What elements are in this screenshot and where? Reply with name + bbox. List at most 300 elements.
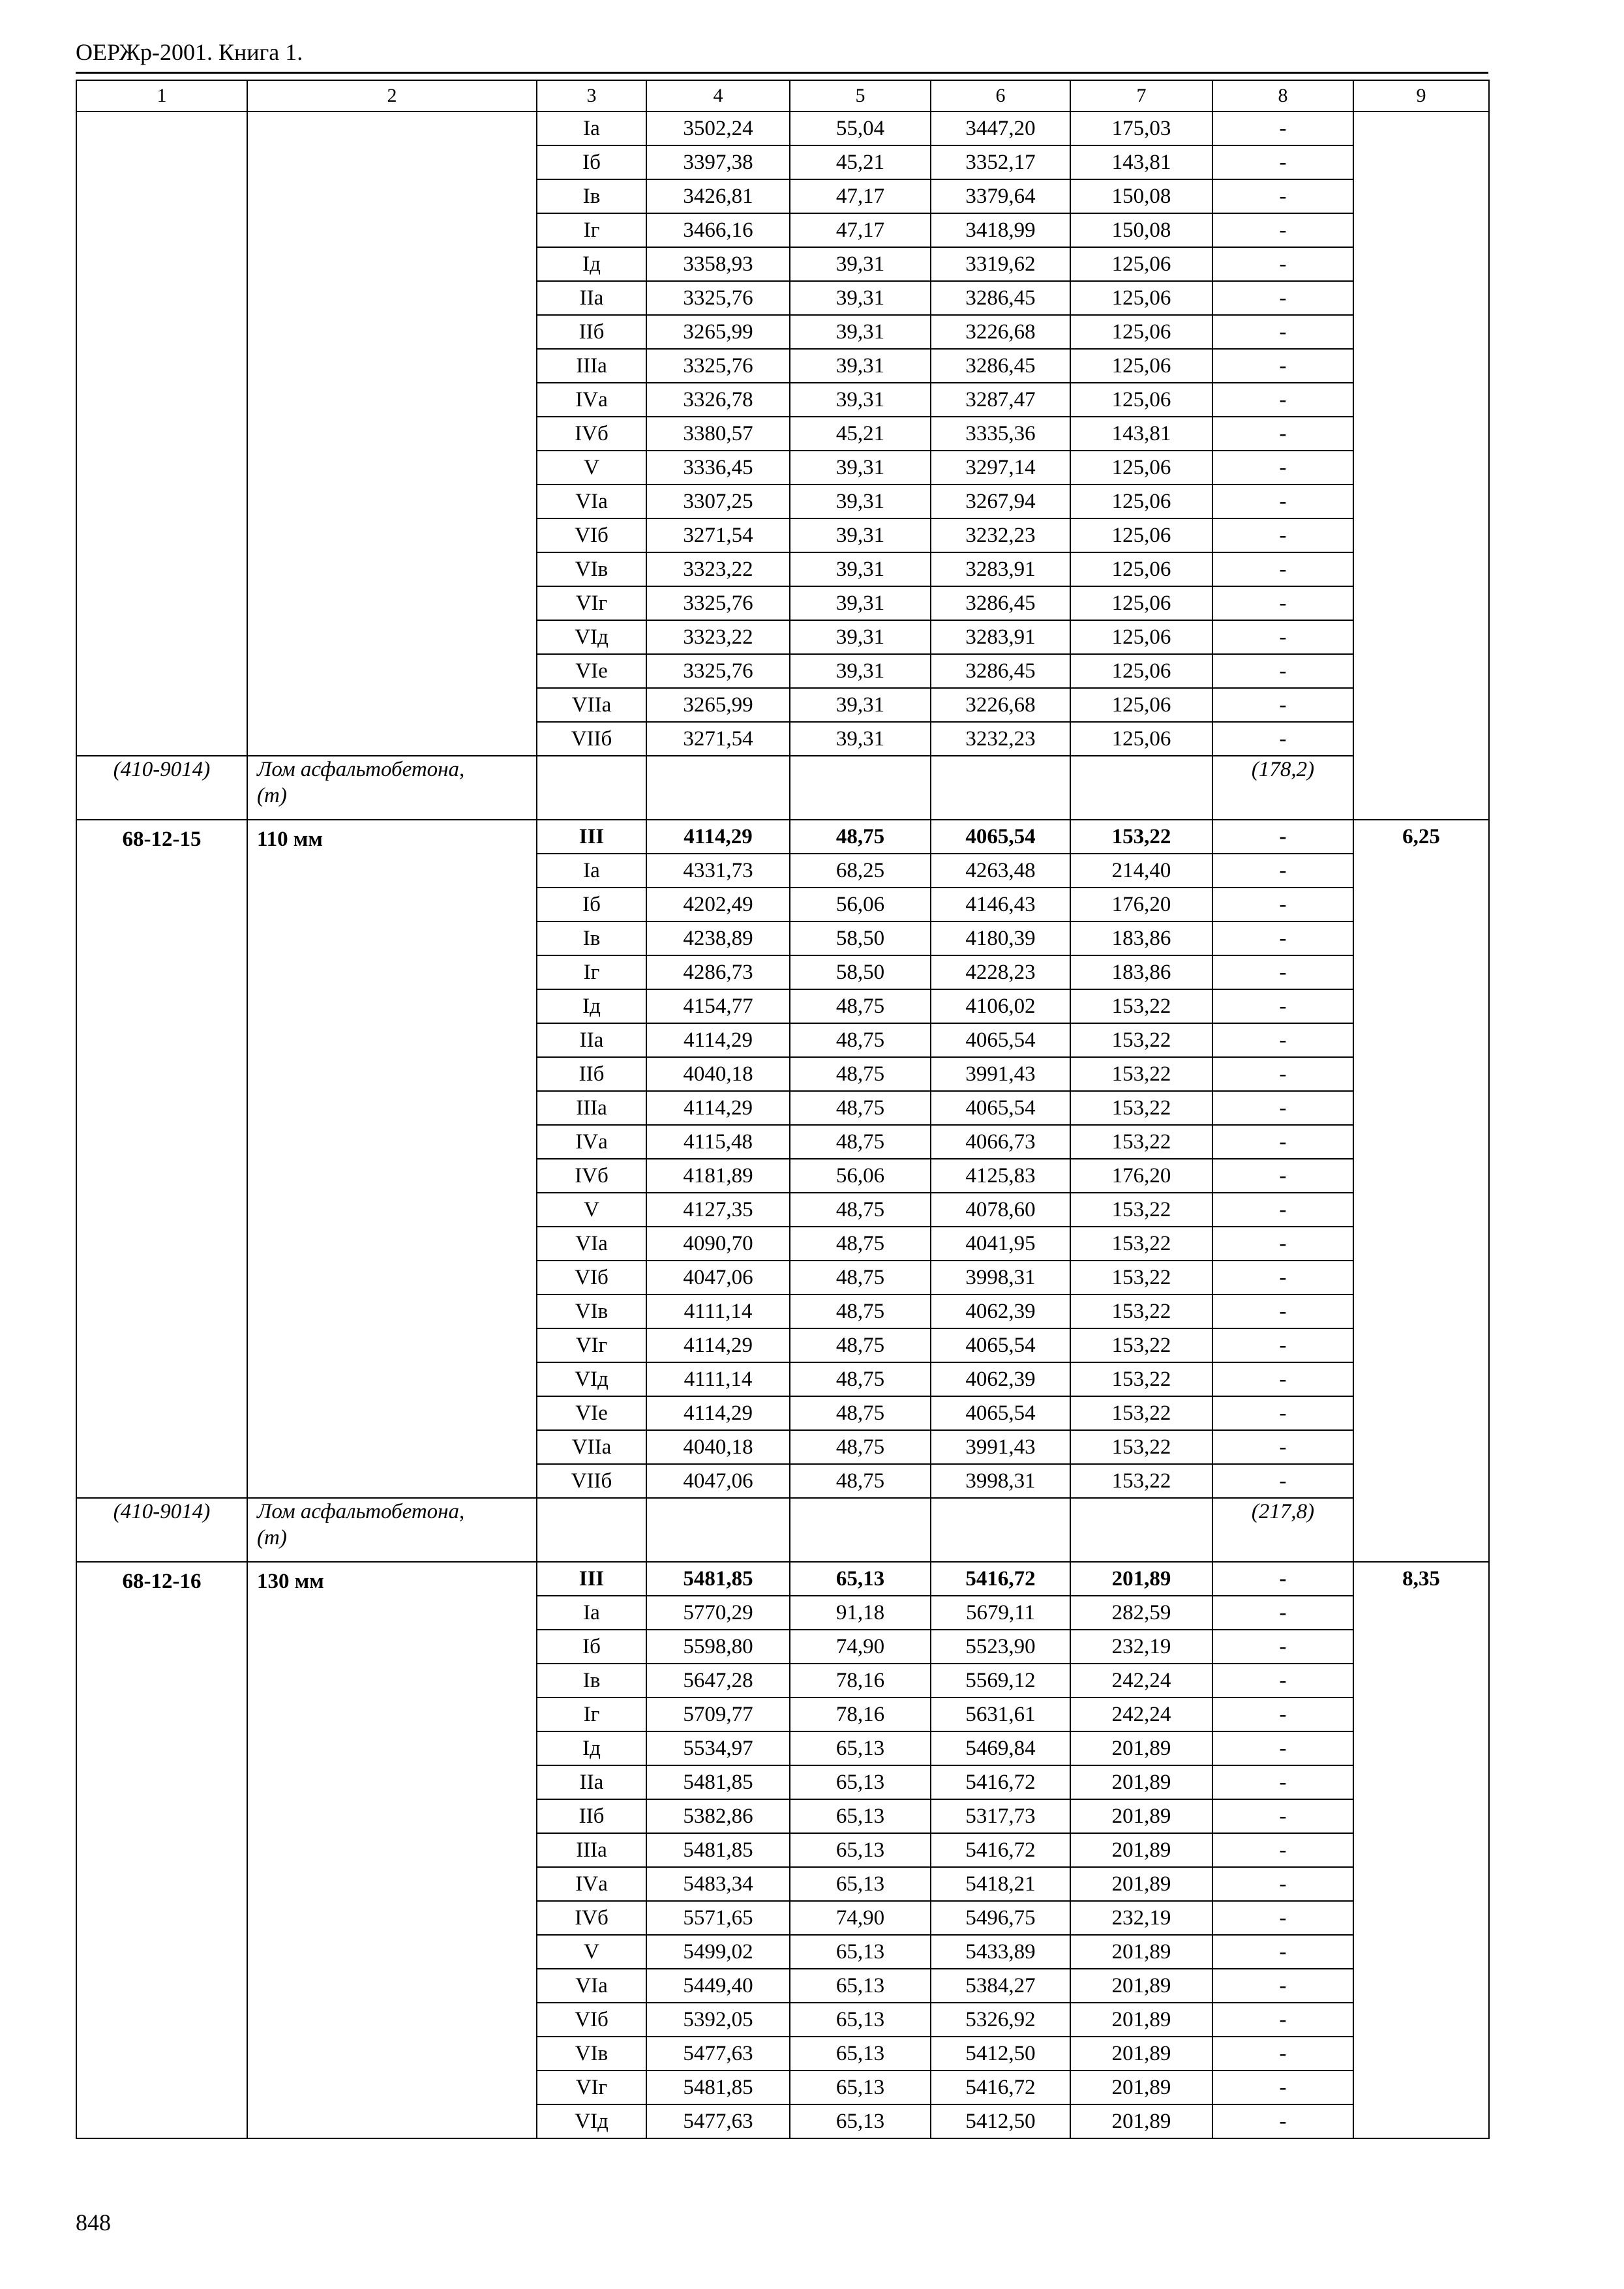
wages-cell: 48,75 xyxy=(790,1362,931,1396)
machinist-wages-cell: 125,06 xyxy=(1070,349,1212,383)
materials-cell: - xyxy=(1212,1731,1353,1765)
machinist-wages-cell: 125,06 xyxy=(1070,688,1212,722)
materials-cell: - xyxy=(1212,247,1353,281)
machinist-wages-cell: 201,89 xyxy=(1070,1833,1212,1867)
machinist-wages-cell: 125,06 xyxy=(1070,315,1212,349)
wages-cell: 65,13 xyxy=(790,2071,931,2104)
machine-cost-cell: 5416,72 xyxy=(931,2071,1070,2104)
item-name-cell: 110 мм xyxy=(247,820,537,1498)
materials-cell: - xyxy=(1212,383,1353,417)
direct-cost-cell: 4154,77 xyxy=(646,989,790,1023)
machinist-wages-cell: 125,06 xyxy=(1070,485,1212,518)
direct-cost-cell: 3502,24 xyxy=(646,112,790,145)
zone-cell: IIа xyxy=(537,281,646,315)
machine-cost-cell: 3286,45 xyxy=(931,654,1070,688)
zone-cell: IIа xyxy=(537,1765,646,1799)
wages-cell: 48,75 xyxy=(790,1261,931,1294)
direct-cost-cell: 3336,45 xyxy=(646,451,790,485)
scrap-code: (410-9014) xyxy=(113,1500,211,1523)
machine-cost-cell: 5433,89 xyxy=(931,1935,1070,1969)
wages-cell: 65,13 xyxy=(790,2104,931,2138)
materials-cell: - xyxy=(1212,1294,1353,1328)
materials-cell: - xyxy=(1212,955,1353,989)
machinist-wages-cell: 201,89 xyxy=(1070,1935,1212,1969)
zone-cell: V xyxy=(537,451,646,485)
machinist-wages-cell: 153,22 xyxy=(1070,1057,1212,1091)
wages-cell: 48,75 xyxy=(790,1091,931,1125)
machinist-wages-cell: 153,22 xyxy=(1070,1091,1212,1125)
price-table-body xyxy=(76,80,1489,2138)
wages-cell: 65,13 xyxy=(790,1731,931,1765)
wages-cell: 39,31 xyxy=(790,281,931,315)
scrap-name-line2: (т) xyxy=(257,784,287,807)
materials-cell: - xyxy=(1212,2104,1353,2138)
zone-cell: VIг xyxy=(537,1328,646,1362)
direct-cost-cell: 5647,28 xyxy=(646,1664,790,1698)
machinist-wages-cell: 282,59 xyxy=(1070,1596,1212,1630)
scrap-quantity: (178,2) xyxy=(1251,758,1315,781)
scrap-empty-cell xyxy=(537,756,646,820)
direct-cost-cell: 3323,22 xyxy=(646,552,790,586)
direct-cost-cell: 5499,02 xyxy=(646,1935,790,1969)
machinist-wages-cell: 153,22 xyxy=(1070,1362,1212,1396)
column-number-8: 8 xyxy=(1212,80,1353,112)
machinist-wages-cell: 153,22 xyxy=(1070,989,1212,1023)
scrap-empty-cell xyxy=(1070,1498,1212,1562)
materials-cell: - xyxy=(1212,112,1353,145)
item-code-cell: 68-12-15 xyxy=(76,820,247,1498)
materials-cell: - xyxy=(1212,1799,1353,1833)
machinist-wages-cell: 125,06 xyxy=(1070,383,1212,417)
direct-cost-cell: 5571,65 xyxy=(646,1901,790,1935)
zone-cell: Iг xyxy=(537,213,646,247)
direct-cost-cell: 5598,80 xyxy=(646,1630,790,1664)
materials-cell: - xyxy=(1212,518,1353,552)
machine-cost-cell: 3232,23 xyxy=(931,518,1070,552)
zone-cell: III xyxy=(537,1562,646,1596)
direct-cost-cell: 5477,63 xyxy=(646,2104,790,2138)
direct-cost-cell: 3271,54 xyxy=(646,722,790,756)
machinist-wages-cell: 176,20 xyxy=(1070,1159,1212,1193)
wages-cell: 74,90 xyxy=(790,1630,931,1664)
column-number-row xyxy=(76,80,1489,112)
wages-cell: 39,31 xyxy=(790,349,931,383)
item-code-cell: 68-12-16 xyxy=(76,1562,247,2138)
materials-cell: - xyxy=(1212,417,1353,451)
zone-cell: Iб xyxy=(537,1630,646,1664)
direct-cost-cell: 5449,40 xyxy=(646,1969,790,2003)
direct-cost-cell: 3325,76 xyxy=(646,654,790,688)
machine-cost-cell: 5679,11 xyxy=(931,1596,1070,1630)
scrap-row xyxy=(76,756,1489,820)
zone-cell: VIб xyxy=(537,1261,646,1294)
direct-cost-cell: 5483,34 xyxy=(646,1867,790,1901)
zone-cell: IVа xyxy=(537,1125,646,1159)
scrap-empty-cell xyxy=(931,1498,1070,1562)
zone-cell: IVб xyxy=(537,1901,646,1935)
wages-cell: 45,21 xyxy=(790,145,931,179)
zone-cell: IIIа xyxy=(537,1091,646,1125)
direct-cost-cell: 3325,76 xyxy=(646,586,790,620)
materials-cell: - xyxy=(1212,1664,1353,1698)
column-number-4: 4 xyxy=(646,80,790,112)
machinist-wages-cell: 153,22 xyxy=(1070,1023,1212,1057)
zone-cell: VIв xyxy=(537,1294,646,1328)
zone-cell: Iд xyxy=(537,247,646,281)
wages-cell: 74,90 xyxy=(790,1901,931,1935)
zone-cell: VIг xyxy=(537,586,646,620)
wages-cell: 39,31 xyxy=(790,451,931,485)
zone-cell: Iг xyxy=(537,1698,646,1731)
zone-cell: III xyxy=(537,820,646,854)
continued-code-cell xyxy=(76,112,247,756)
direct-cost-cell: 5481,85 xyxy=(646,2071,790,2104)
zone-cell: VIв xyxy=(537,2037,646,2071)
wages-cell: 58,50 xyxy=(790,955,931,989)
zone-cell: Iг xyxy=(537,955,646,989)
machinist-wages-cell: 175,03 xyxy=(1070,112,1212,145)
machinist-wages-cell: 153,22 xyxy=(1070,1396,1212,1430)
direct-cost-cell: 4115,48 xyxy=(646,1125,790,1159)
column-number-9: 9 xyxy=(1353,80,1489,112)
machinist-wages-cell: 201,89 xyxy=(1070,2037,1212,2071)
machinist-wages-cell: 183,86 xyxy=(1070,955,1212,989)
materials-cell: - xyxy=(1212,552,1353,586)
wages-cell: 39,31 xyxy=(790,518,931,552)
wages-cell: 39,31 xyxy=(790,552,931,586)
header-rule xyxy=(76,72,1488,74)
machinist-wages-cell: 201,89 xyxy=(1070,2104,1212,2138)
wages-cell: 65,13 xyxy=(790,1969,931,2003)
machine-cost-cell: 4263,48 xyxy=(931,854,1070,888)
wages-cell: 48,75 xyxy=(790,820,931,854)
zone-cell: VIIб xyxy=(537,722,646,756)
machine-cost-cell: 4065,54 xyxy=(931,1396,1070,1430)
direct-cost-cell: 3325,76 xyxy=(646,349,790,383)
materials-cell: - xyxy=(1212,1464,1353,1498)
direct-cost-cell: 3307,25 xyxy=(646,485,790,518)
machine-cost-cell: 5418,21 xyxy=(931,1867,1070,1901)
direct-cost-cell: 5534,97 xyxy=(646,1731,790,1765)
materials-cell: - xyxy=(1212,1396,1353,1430)
direct-cost-cell: 3466,16 xyxy=(646,213,790,247)
wages-cell: 65,13 xyxy=(790,1935,931,1969)
machinist-wages-cell: 176,20 xyxy=(1070,888,1212,921)
wages-cell: 39,31 xyxy=(790,247,931,281)
zone-cell: VIе xyxy=(537,654,646,688)
materials-cell: - xyxy=(1212,1935,1353,1969)
document-header-title: ОЕРЖр-2001. Книга 1. xyxy=(76,39,303,65)
materials-cell: - xyxy=(1212,1833,1353,1867)
price-table xyxy=(76,80,1490,2139)
zone-cell: VIIа xyxy=(537,688,646,722)
machine-cost-cell: 4065,54 xyxy=(931,820,1070,854)
continued-col9-cell xyxy=(1353,112,1489,820)
wages-cell: 91,18 xyxy=(790,1596,931,1630)
scrap-code-cell xyxy=(76,1498,247,1562)
machine-cost-cell: 3998,31 xyxy=(931,1261,1070,1294)
machinist-wages-cell: 143,81 xyxy=(1070,417,1212,451)
wages-cell: 58,50 xyxy=(790,921,931,955)
machine-cost-cell: 3991,43 xyxy=(931,1430,1070,1464)
machinist-wages-cell: 153,22 xyxy=(1070,1464,1212,1498)
wages-cell: 65,13 xyxy=(790,2037,931,2071)
wages-cell: 48,75 xyxy=(790,989,931,1023)
machine-cost-cell: 3998,31 xyxy=(931,1464,1070,1498)
machine-cost-cell: 4041,95 xyxy=(931,1227,1070,1261)
wages-cell: 39,31 xyxy=(790,722,931,756)
direct-cost-cell: 4286,73 xyxy=(646,955,790,989)
zone-cell: VIд xyxy=(537,1362,646,1396)
materials-cell: - xyxy=(1212,1193,1353,1227)
machine-cost-cell: 5416,72 xyxy=(931,1562,1070,1596)
direct-cost-cell: 4090,70 xyxy=(646,1227,790,1261)
materials-cell: - xyxy=(1212,1328,1353,1362)
zone-cell: VIд xyxy=(537,2104,646,2138)
machine-cost-cell: 4066,73 xyxy=(931,1125,1070,1159)
scrap-empty-cell xyxy=(931,756,1070,820)
wages-cell: 48,75 xyxy=(790,1396,931,1430)
scrap-quantity: (217,8) xyxy=(1251,1500,1315,1523)
zone-cell: Iд xyxy=(537,989,646,1023)
zone-cell: VIа xyxy=(537,1227,646,1261)
materials-cell: - xyxy=(1212,1023,1353,1057)
machinist-wages-cell: 125,06 xyxy=(1070,552,1212,586)
wages-cell: 65,13 xyxy=(790,1765,931,1799)
materials-cell: - xyxy=(1212,1630,1353,1664)
direct-cost-cell: 3323,22 xyxy=(646,620,790,654)
materials-cell: - xyxy=(1212,888,1353,921)
machine-cost-cell: 3287,47 xyxy=(931,383,1070,417)
direct-cost-cell: 4238,89 xyxy=(646,921,790,955)
wages-cell: 48,75 xyxy=(790,1430,931,1464)
materials-cell: - xyxy=(1212,1430,1353,1464)
machine-cost-cell: 3267,94 xyxy=(931,485,1070,518)
materials-cell: - xyxy=(1212,145,1353,179)
materials-cell: - xyxy=(1212,349,1353,383)
machine-cost-cell: 5469,84 xyxy=(931,1731,1070,1765)
direct-cost-cell: 5392,05 xyxy=(646,2003,790,2037)
zone-cell: Iв xyxy=(537,179,646,213)
machinist-wages-cell: 153,22 xyxy=(1070,1328,1212,1362)
wages-cell: 48,75 xyxy=(790,1294,931,1328)
machinist-wages-cell: 150,08 xyxy=(1070,179,1212,213)
materials-cell: - xyxy=(1212,1057,1353,1091)
machine-cost-cell: 4106,02 xyxy=(931,989,1070,1023)
direct-cost-cell: 3358,93 xyxy=(646,247,790,281)
wages-cell: 39,31 xyxy=(790,383,931,417)
materials-cell: - xyxy=(1212,2071,1353,2104)
wages-cell: 48,75 xyxy=(790,1328,931,1362)
zone-cell: VIа xyxy=(537,1969,646,2003)
direct-cost-cell: 5477,63 xyxy=(646,2037,790,2071)
materials-cell: - xyxy=(1212,2003,1353,2037)
machine-cost-cell: 4146,43 xyxy=(931,888,1070,921)
wages-cell: 39,31 xyxy=(790,586,931,620)
machinist-wages-cell: 125,06 xyxy=(1070,620,1212,654)
zone-cell: V xyxy=(537,1193,646,1227)
zone-cell: VIе xyxy=(537,1396,646,1430)
machine-cost-cell: 4065,54 xyxy=(931,1091,1070,1125)
wages-cell: 65,13 xyxy=(790,2003,931,2037)
materials-cell: - xyxy=(1212,2037,1353,2071)
machinist-wages-cell: 143,81 xyxy=(1070,145,1212,179)
materials-cell: - xyxy=(1212,921,1353,955)
zone-cell: Iв xyxy=(537,1664,646,1698)
zone-cell: VIг xyxy=(537,2071,646,2104)
materials-cell: - xyxy=(1212,688,1353,722)
machinist-wages-cell: 201,89 xyxy=(1070,1867,1212,1901)
machine-cost-cell: 5317,73 xyxy=(931,1799,1070,1833)
zone-cell: IIб xyxy=(537,1057,646,1091)
scrap-name-line1: Лом асфальтобетона, xyxy=(257,1500,465,1523)
machinist-wages-cell: 153,22 xyxy=(1070,1294,1212,1328)
zone-cell: IVб xyxy=(537,417,646,451)
direct-cost-cell: 3265,99 xyxy=(646,688,790,722)
direct-cost-cell: 4114,29 xyxy=(646,1091,790,1125)
machinist-wages-cell: 201,89 xyxy=(1070,1765,1212,1799)
machine-cost-cell: 5416,72 xyxy=(931,1833,1070,1867)
machine-cost-cell: 3286,45 xyxy=(931,586,1070,620)
machine-cost-cell: 3335,36 xyxy=(931,417,1070,451)
machinist-wages-cell: 153,22 xyxy=(1070,1227,1212,1261)
wages-cell: 39,31 xyxy=(790,688,931,722)
zone-cell: Iа xyxy=(537,1596,646,1630)
materials-cell: - xyxy=(1212,1091,1353,1125)
table-row xyxy=(76,112,1489,145)
machine-cost-cell: 4078,60 xyxy=(931,1193,1070,1227)
direct-cost-cell: 4114,29 xyxy=(646,1328,790,1362)
wages-cell: 48,75 xyxy=(790,1227,931,1261)
materials-cell: - xyxy=(1212,1698,1353,1731)
wages-cell: 65,13 xyxy=(790,1867,931,1901)
materials-cell: - xyxy=(1212,1362,1353,1396)
wages-cell: 78,16 xyxy=(790,1698,931,1731)
machine-cost-cell: 4065,54 xyxy=(931,1023,1070,1057)
continued-name-cell xyxy=(247,112,537,756)
machinist-wages-cell: 125,06 xyxy=(1070,281,1212,315)
zone-cell: VIд xyxy=(537,620,646,654)
machine-cost-cell: 3319,62 xyxy=(931,247,1070,281)
direct-cost-cell: 4202,49 xyxy=(646,888,790,921)
machine-cost-cell: 5523,90 xyxy=(931,1630,1070,1664)
wages-cell: 68,25 xyxy=(790,854,931,888)
materials-cell: - xyxy=(1212,1159,1353,1193)
direct-cost-cell: 3325,76 xyxy=(646,281,790,315)
materials-cell: - xyxy=(1212,1596,1353,1630)
direct-cost-cell: 5481,85 xyxy=(646,1765,790,1799)
wages-cell: 47,17 xyxy=(790,213,931,247)
machine-cost-cell: 4062,39 xyxy=(931,1294,1070,1328)
machinist-wages-cell: 125,06 xyxy=(1070,518,1212,552)
wages-cell: 39,31 xyxy=(790,620,931,654)
zone-cell: VIIб xyxy=(537,1464,646,1498)
scrap-name-cell xyxy=(247,756,537,820)
machinist-wages-cell: 153,22 xyxy=(1070,1193,1212,1227)
materials-cell: - xyxy=(1212,1227,1353,1261)
machinist-wages-cell: 242,24 xyxy=(1070,1698,1212,1731)
direct-cost-cell: 4331,73 xyxy=(646,854,790,888)
zone-cell: VIIа xyxy=(537,1430,646,1464)
wages-cell: 56,06 xyxy=(790,888,931,921)
direct-cost-cell: 4111,14 xyxy=(646,1362,790,1396)
zone-cell: Iа xyxy=(537,854,646,888)
machine-cost-cell: 3283,91 xyxy=(931,620,1070,654)
machinist-wages-cell: 153,22 xyxy=(1070,1261,1212,1294)
machine-cost-cell: 3447,20 xyxy=(931,112,1070,145)
scrap-quantity-cell xyxy=(1212,756,1353,820)
scrap-empty-cell xyxy=(646,1498,790,1562)
direct-cost-cell: 4047,06 xyxy=(646,1261,790,1294)
machine-cost-cell: 3352,17 xyxy=(931,145,1070,179)
direct-cost-cell: 4114,29 xyxy=(646,1396,790,1430)
machinist-wages-cell: 232,19 xyxy=(1070,1901,1212,1935)
machine-cost-cell: 5412,50 xyxy=(931,2037,1070,2071)
machinist-wages-cell: 153,22 xyxy=(1070,1430,1212,1464)
machine-cost-cell: 5326,92 xyxy=(931,2003,1070,2037)
direct-cost-cell: 5481,85 xyxy=(646,1562,790,1596)
machine-cost-cell: 4125,83 xyxy=(931,1159,1070,1193)
materials-cell: - xyxy=(1212,820,1353,854)
zone-cell: IVб xyxy=(537,1159,646,1193)
zone-cell: Iб xyxy=(537,145,646,179)
column-number-6: 6 xyxy=(931,80,1070,112)
zone-cell: Iа xyxy=(537,112,646,145)
machine-cost-cell: 4062,39 xyxy=(931,1362,1070,1396)
column-number-3: 3 xyxy=(537,80,646,112)
direct-cost-cell: 3265,99 xyxy=(646,315,790,349)
materials-cell: - xyxy=(1212,1261,1353,1294)
scrap-name-line1: Лом асфальтобетона, xyxy=(257,758,465,781)
scrap-code-spacer xyxy=(77,783,247,809)
materials-cell: - xyxy=(1212,989,1353,1023)
materials-cell: - xyxy=(1212,451,1353,485)
materials-cell: - xyxy=(1212,654,1353,688)
materials-cell: - xyxy=(1212,485,1353,518)
zone-cell: IIб xyxy=(537,315,646,349)
wages-cell: 78,16 xyxy=(790,1664,931,1698)
machine-cost-cell: 3283,91 xyxy=(931,552,1070,586)
machine-cost-cell: 3226,68 xyxy=(931,688,1070,722)
materials-cell: - xyxy=(1212,1867,1353,1901)
materials-cell: - xyxy=(1212,1901,1353,1935)
wages-cell: 48,75 xyxy=(790,1023,931,1057)
item-col9-cell: 6,25 xyxy=(1353,820,1489,1562)
scrap-empty-cell xyxy=(790,1498,931,1562)
machine-cost-cell: 3418,99 xyxy=(931,213,1070,247)
machine-cost-cell: 4065,54 xyxy=(931,1328,1070,1362)
materials-cell: - xyxy=(1212,179,1353,213)
materials-cell: - xyxy=(1212,281,1353,315)
wages-cell: 39,31 xyxy=(790,654,931,688)
scrap-code: (410-9014) xyxy=(113,758,211,781)
direct-cost-cell: 3397,38 xyxy=(646,145,790,179)
zone-cell: IVа xyxy=(537,1867,646,1901)
machine-cost-cell: 5384,27 xyxy=(931,1969,1070,2003)
direct-cost-cell: 4114,29 xyxy=(646,820,790,854)
zone-cell: IIб xyxy=(537,1799,646,1833)
machine-cost-cell: 5496,75 xyxy=(931,1901,1070,1935)
wages-cell: 48,75 xyxy=(790,1125,931,1159)
direct-cost-cell: 5709,77 xyxy=(646,1698,790,1731)
machinist-wages-cell: 125,06 xyxy=(1070,451,1212,485)
machinist-wages-cell: 183,86 xyxy=(1070,921,1212,955)
direct-cost-cell: 4040,18 xyxy=(646,1057,790,1091)
zone-cell: IIIа xyxy=(537,1833,646,1867)
machinist-wages-cell: 201,89 xyxy=(1070,1562,1212,1596)
zone-cell: Iв xyxy=(537,921,646,955)
machinist-wages-cell: 201,89 xyxy=(1070,1799,1212,1833)
